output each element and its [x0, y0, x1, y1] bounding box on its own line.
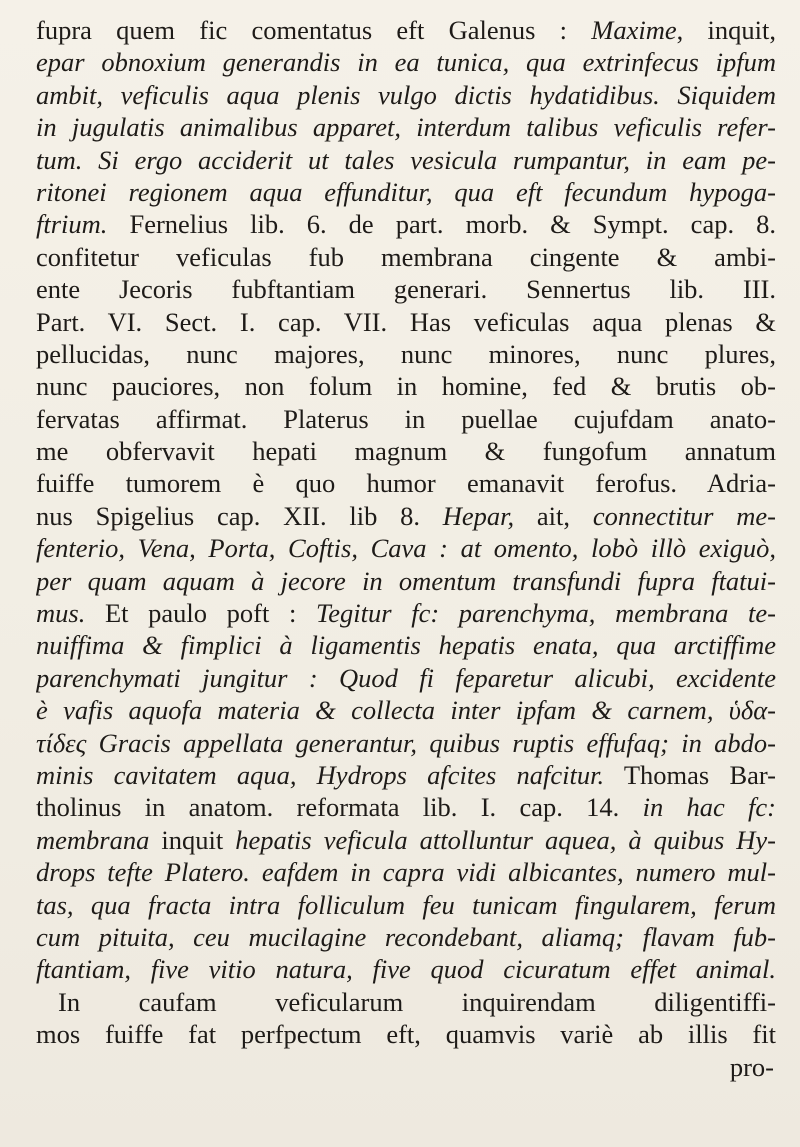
text-line-27: drops tefte Platero. eafdem in capra vidi albicantes, numero mul-	[36, 857, 776, 888]
text-line-20: nuiffima & fimplici à ligamentis hepatis enata, qua arctiffime	[36, 630, 776, 661]
text-line-1: fupra quem fic comentatus eft Galenus : Maxime, inquit,	[36, 15, 776, 45]
text-line-16: nus Spigelius cap. XII. lib 8. Hepar, ait, connectitur me-	[36, 500, 776, 531]
text-line-28: tas, qua fracta intra folliculum feu tunicam fingularem, ferum	[36, 889, 776, 920]
text-line-13: fervatas affirmat. Platerus in puellae cujufdam anato-	[36, 403, 776, 434]
text-line-8: confitetur veficulas fub membrana cingente & ambi-	[36, 241, 776, 272]
text-line-2: epar obnoxium generandis in ea tunica, qua extrinfecus ipfum	[36, 47, 776, 78]
text-line-31: In caufam veficularum inquirendam diligentiffi-	[58, 986, 776, 1017]
text-line-22: è vafis aquofa materia & collecta inter ipfam & carnem, ὑδα-	[36, 695, 776, 726]
latin-text-block	[36, 14, 776, 1083]
text-line-25: tholinus in anatom. reformata lib. I. cap. 14. in hac fc:	[36, 792, 776, 823]
text-line-7: ftrium. Fernelius lib. 6. de part. morb. & Sympt. cap. 8.	[36, 209, 776, 240]
text-line-6: ritonei regionem aqua effunditur, qua eft fecundum hypoga-	[36, 176, 776, 207]
text-line-12: nunc pauciores, non folum in homine, fed & brutis ob-	[36, 371, 776, 402]
text-line-19: mus. Et paulo poft : Tegitur fc: parenchyma, membrana te-	[36, 598, 776, 629]
text-line-4: in jugulatis animalibus apparet, interdum talibus veficulis refer-	[36, 112, 776, 143]
text-line-24: minis cavitatem aqua, Hydrops afcites nafcitur. Thomas Bar-	[36, 759, 776, 790]
text-line-18: per quam aquam à jecore in omentum transfundi fupra ftatui-	[36, 565, 776, 596]
text-line-11: pellucidas, nunc majores, nunc minores, nunc plures,	[36, 338, 776, 369]
catchword: pro-	[729, 1051, 774, 1082]
text-line-3: ambit, veficulis aqua plenis vulgo dictis hydatidibus. Siquidem	[36, 79, 776, 110]
text-line-21: parenchymati jungitur : Quod fi feparetur alicubi, excidente	[36, 662, 776, 693]
text-line-32: mos fuiffe fat perfpectum eft, quamvis variè ab illis fit	[36, 1019, 776, 1050]
text-line-9: ente Jecoris fubftantiam generari. Sennertus lib. III.	[36, 274, 776, 305]
text-line-29: cum pituita, ceu mucilagine recondebant, aliamq; flavam fub-	[36, 921, 776, 952]
text-line-30: ftantiam, five vitio natura, five quod cicuratum effet animal.	[36, 954, 776, 985]
text-line-14: me obfervavit hepati magnum & fungofum annatum	[36, 436, 776, 467]
text-line-5: tum. Si ergo acciderit ut tales vesicula rumpantur, in eam pe-	[36, 144, 776, 175]
text-line-26: membrana inquit hepatis veficula attolluntur aquea, à quibus Hy-	[36, 824, 776, 855]
text-line-23: τίδες Gracis appellata generantur, quibus ruptis effufaq; in abdo-	[36, 727, 776, 758]
text-line-10: Part. VI. Sect. I. cap. VII. Has veficulas aqua plenas &	[36, 306, 776, 337]
text-line-15: fuiffe tumorem è quo humor emanavit ferofus. Adria-	[36, 468, 776, 499]
text-line-17: fenterio, Vena, Porta, Coftis, Cava : at omento, lobò illò exiguò,	[36, 533, 776, 564]
